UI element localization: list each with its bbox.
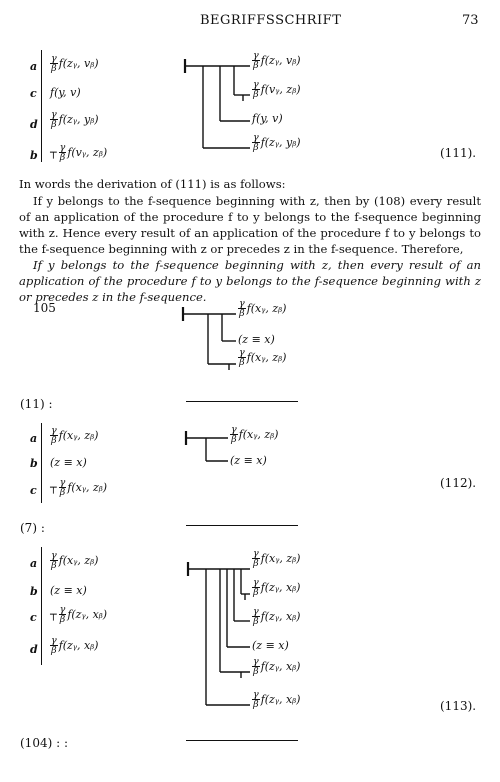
- fraction: $\frac{\gamma}{\beta}$: [59, 142, 66, 163]
- premise-formula: ┬ $\frac{\gamma}{\beta}$ f(zᵧ, xᵦ): [50, 604, 108, 625]
- inference-label: (11) :: [20, 397, 53, 411]
- fraction: $\frac{\gamma}{\beta}$: [253, 132, 259, 153]
- premise-label: c: [30, 611, 37, 624]
- tree-formula: (z ≡ x): [252, 639, 289, 652]
- fraction: $\frac{\gamma}{\beta}$: [253, 577, 259, 598]
- premise-label: d: [30, 643, 38, 656]
- inference-rule: [186, 401, 298, 402]
- intro-sentence: In words the derivation of (111) is as follows:: [19, 177, 286, 191]
- tree-formula: (z ≡ x): [230, 454, 267, 467]
- tree-formula: $\frac{\gamma}{\beta}$ f(zᵧ, xᵦ): [253, 689, 301, 710]
- page-number: 73: [462, 13, 479, 28]
- fraction: $\frac{\gamma}{\beta}$: [51, 635, 57, 656]
- tree-formula: f(y, v): [252, 112, 283, 125]
- premise-label: c: [30, 87, 37, 100]
- premise-formula: $\frac{\gamma}{\beta}$ f(zᵧ, xᵦ): [51, 635, 99, 656]
- fraction: $\frac{\gamma}{\beta}$: [59, 477, 66, 498]
- fraction: $\frac{\gamma}{\beta}$: [231, 424, 237, 445]
- formula-number: (111).: [440, 146, 477, 160]
- premise-label: a: [30, 60, 38, 73]
- negation-stroke-icon: ┬: [50, 608, 57, 621]
- fraction: $\frac{\gamma}{\beta}$: [51, 53, 57, 74]
- inference-label: (104) : :: [20, 736, 68, 750]
- inference-label: (7) :: [20, 521, 45, 535]
- tree-formula: $\frac{\gamma}{\beta}$ f(xᵧ, zᵦ): [231, 424, 279, 445]
- premise-label: b: [30, 457, 38, 470]
- premise-formula: ┬ $\frac{\gamma}{\beta}$ f(vᵧ, zᵦ): [50, 142, 108, 163]
- fraction: $\frac{\gamma}{\beta}$: [51, 425, 57, 446]
- tree-formula: $\frac{\gamma}{\beta}$ f(xᵧ, zᵦ): [239, 298, 287, 319]
- premise-formula: $\frac{\gamma}{\beta}$ f(zᵧ, yᵦ): [51, 109, 99, 130]
- fraction: $\frac{\gamma}{\beta}$: [59, 604, 66, 625]
- formula-number: (113).: [440, 699, 477, 713]
- negation-stroke-icon: ┬: [50, 481, 57, 494]
- fraction: $\frac{\gamma}{\beta}$: [239, 347, 245, 368]
- inference-rule: [186, 525, 298, 526]
- tree-formula: $\frac{\gamma}{\beta}$ f(zᵧ, yᵦ): [253, 132, 301, 153]
- premise-bracket: [41, 50, 42, 162]
- premise-formula: $\frac{\gamma}{\beta}$ f(zᵧ, vᵦ): [51, 53, 99, 74]
- tree-formula: $\frac{\gamma}{\beta}$ f(zᵧ, xᵦ): [253, 606, 301, 627]
- premise-formula: $\frac{\gamma}{\beta}$ f(xᵧ, zᵦ): [51, 550, 99, 571]
- derivation-paragraph: If y belongs to the f-sequence beginning with z, then by (108) every result of an application of the procedure f to y belongs to the f-sequence beginning with z. Hence every result of an application of the procedure f to y belongs to the f-sequence beginning with z or precedes z in the f-sequence. Therefore,: [19, 194, 481, 256]
- premise-formula: f(y, v): [50, 86, 81, 99]
- premise-label: d: [30, 118, 38, 131]
- fraction: $\frac{\gamma}{\beta}$: [51, 109, 57, 130]
- tree-formula: $\frac{\gamma}{\beta}$ f(zᵧ, xᵦ): [253, 577, 301, 598]
- running-header: BEGRIFFSSCHRIFT: [200, 13, 342, 28]
- tree-formula: $\frac{\gamma}{\beta}$ f(zᵧ, xᵦ): [253, 656, 301, 677]
- premise-label: a: [30, 432, 38, 445]
- premise-label: c: [30, 484, 37, 497]
- tree-formula: $\frac{\gamma}{\beta}$ f(xᵧ, zᵦ): [253, 548, 301, 569]
- premise-formula: ┬ $\frac{\gamma}{\beta}$ f(xᵧ, zᵦ): [50, 477, 108, 498]
- conclusion-paragraph: If y belongs to the f-sequence beginning with z, then every result of an application of the procedure f to y belongs to the f-sequence beginning with z or precedes z in the f-sequence.: [19, 258, 481, 304]
- premise-formula: $\frac{\gamma}{\beta}$ f(xᵧ, zᵦ): [51, 425, 99, 446]
- premise-bracket: [41, 547, 42, 665]
- premise-label: a: [30, 557, 38, 570]
- premise-formula: (z ≡ x): [50, 584, 87, 597]
- fraction: $\frac{\gamma}{\beta}$: [51, 550, 57, 571]
- negation-stroke-icon: ┬: [50, 146, 57, 159]
- inference-rule: [186, 740, 298, 741]
- reference-number: 105: [33, 301, 56, 315]
- fraction: $\frac{\gamma}{\beta}$: [253, 548, 259, 569]
- fraction: $\frac{\gamma}{\beta}$: [253, 689, 259, 710]
- fraction: $\frac{\gamma}{\beta}$: [253, 79, 259, 100]
- formula-number: (112).: [440, 476, 477, 490]
- tree-formula: $\frac{\gamma}{\beta}$ f(vᵧ, zᵦ): [253, 79, 301, 100]
- premise-bracket: [41, 423, 42, 503]
- tree-formula: $\frac{\gamma}{\beta}$ f(xᵧ, zᵦ): [239, 347, 287, 368]
- tree-formula: $\frac{\gamma}{\beta}$ f(zᵧ, vᵦ): [253, 50, 301, 71]
- premise-label: b: [30, 149, 38, 162]
- fraction: $\frac{\gamma}{\beta}$: [253, 656, 259, 677]
- fraction: $\frac{\gamma}{\beta}$: [239, 298, 245, 319]
- tree-formula: (z ≡ x): [238, 333, 275, 346]
- premise-formula: (z ≡ x): [50, 456, 87, 469]
- fraction: $\frac{\gamma}{\beta}$: [253, 50, 259, 71]
- fraction: $\frac{\gamma}{\beta}$: [253, 606, 259, 627]
- premise-label: b: [30, 585, 38, 598]
